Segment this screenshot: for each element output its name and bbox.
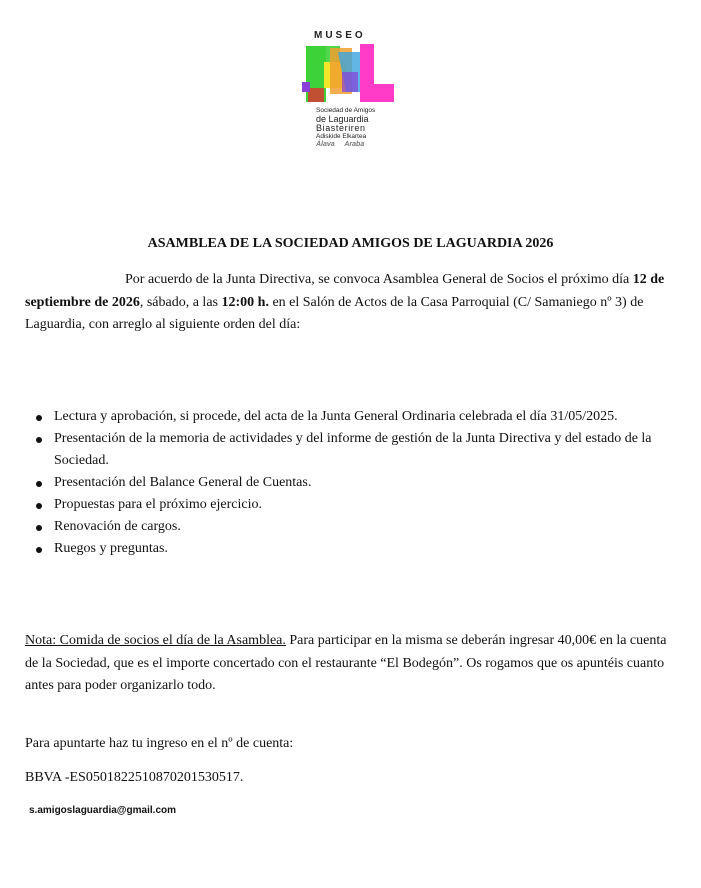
logo-line-1: Sociedad de Amigos — [316, 107, 376, 114]
logo-line-3: Biasteriren — [316, 123, 366, 134]
logo-araba: Araba — [344, 140, 365, 148]
agenda-item: Lectura y aprobación, si procede, del acta de la Junta General Ordinaria celebrada el día 31/05/2025. — [25, 406, 665, 428]
agenda-item: Propuestas para el próximo ejercicio. — [25, 494, 665, 516]
logo-caption — [316, 108, 375, 148]
intro-paragraph — [25, 269, 675, 337]
agenda-item: Presentación de la memoria de actividades y del informe de gestión de la Junta Directiva y del estado de la Sociedad. — [25, 428, 665, 472]
logo-sal-shapes-icon — [302, 42, 394, 106]
meeting-date: 12 de septiembre de 2026 — [25, 272, 665, 310]
logo-line-4: Adiskide Elkartea — [316, 132, 367, 140]
intro-text-1: Por acuerdo de la Junta Directiva, se convoca Asamblea General de Socios el próximo día — [125, 272, 633, 287]
agenda-list — [25, 406, 665, 560]
logo-alava: Álava — [316, 140, 335, 148]
intro-text-3: en el Salón de Actos de la Casa Parroquial (C/ Samaniego nº 3) de Laguardia, con arreglo al siguiente orden del día: — [25, 294, 644, 332]
logo-line-2: de Laguardia — [316, 113, 369, 124]
intro-text-2: , sábado, a las — [139, 294, 222, 310]
agenda-item: Presentación del Balance General de Cuentas. — [25, 472, 665, 494]
bank-account: BBVA -ES0501822510870201530517. — [25, 770, 244, 785]
agenda-item: Ruegos y preguntas. — [25, 538, 665, 560]
account-intro: Para apuntarte haz tu ingreso en el nº de cuenta: — [25, 736, 294, 751]
meeting-time: 12:00 h. — [221, 294, 269, 310]
museo-sal-logo — [300, 30, 400, 155]
agenda-item: Renovación de cargos. — [25, 516, 665, 538]
note-label: Nota: Comida de socios el día de la Asamblea. — [25, 633, 286, 648]
note-text: Para participar en la misma se deberán ingresar 40,00€ en la cuenta de la Sociedad, que es el importe concertado con el restaurante “El Bodegón”. Os rogamos que os apuntéis cuanto antes para poder organizarlo todo. — [25, 633, 667, 693]
logo-line-5 — [316, 141, 375, 148]
note-paragraph — [25, 630, 675, 698]
logo-word: MUSEO — [314, 30, 366, 41]
contact-email: s.amigoslaguardia@gmail.com — [29, 805, 177, 816]
document-title: ASAMBLEA DE LA SOCIEDAD AMIGOS DE LAGUARDIA 2026 — [147, 236, 554, 251]
